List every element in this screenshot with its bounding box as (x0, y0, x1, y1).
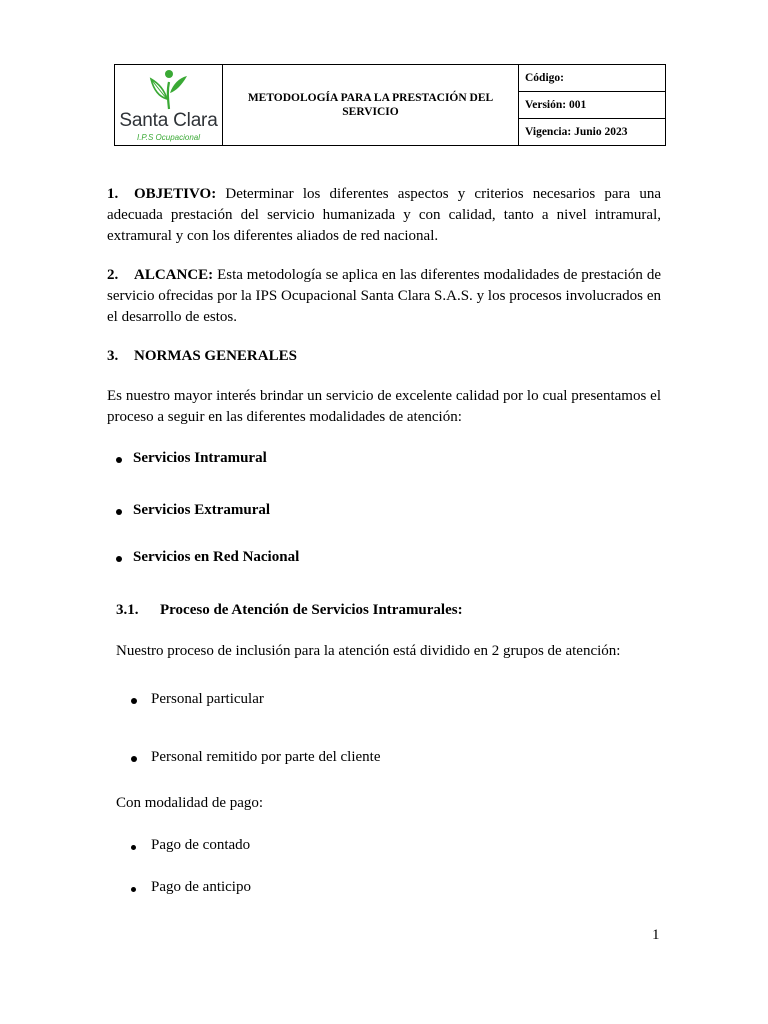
bullet-icon (131, 756, 137, 762)
codigo-cell: Código: (525, 72, 564, 84)
document-title: METODOLOGÍA PARA LA PRESTACIÓN DEL SERVICIO (223, 65, 519, 145)
bullet-icon (131, 845, 136, 850)
section-number: 3. (107, 348, 119, 364)
section-number: 2. (107, 267, 119, 283)
sprout-logo-icon (148, 69, 190, 111)
section-text: Esta metodología se aplica en las diferentes modalidades de prestación de servicio ofrecidas por la IPS Ocupacional Santa Clara S.A.S. y los procesos involucrados en el desarrollo de estos. (107, 267, 661, 325)
bullet-icon (131, 887, 136, 892)
normas-intro: Es nuestro mayor interés brindar un servicio de excelente calidad por lo cual presentamos el proceso a seguir en las diferentes modalidades de atención: (107, 388, 661, 425)
section-text: Determinar los diferentes aspectos y criterios necesarios para una adecuada prestación del servicio humanizada y con calidad, tanto a nivel intramural, extramural y con los diferentes aliados de red nacional. (107, 186, 661, 244)
section-number: 1. (107, 186, 119, 202)
bullet-icon (131, 698, 137, 704)
bullet-icon (116, 556, 122, 562)
section-alcance (107, 265, 661, 328)
pago-label: Con modalidad de pago: (116, 795, 264, 811)
version-cell: Versión: 001 (519, 91, 665, 118)
subsection-31-heading (116, 602, 463, 619)
vigencia-cell: Vigencia: Junio 2023 (519, 118, 665, 145)
section-label: ALCANCE: (134, 267, 214, 283)
section-label: NORMAS GENERALES (134, 348, 297, 364)
logo-subtitle: I.P.S Ocupacional (136, 133, 200, 142)
sub31-intro: Nuestro proceso de inclusión para la atención está dividido en 2 grupos de atención: (116, 643, 621, 659)
section-label: OBJETIVO: (134, 186, 217, 202)
bullet-icon (116, 509, 122, 515)
bullet-icon (116, 457, 122, 463)
page-number: 1 (652, 927, 660, 943)
company-logo (115, 65, 223, 145)
subsection-label: Proceso de Atención de Servicios Intramurales: (160, 602, 463, 618)
subsection-number: 3.1. (116, 602, 139, 618)
section-normas-heading (107, 346, 661, 367)
document-header-table (114, 64, 666, 146)
document-meta (519, 65, 665, 145)
logo-name: Santa Clara (119, 110, 218, 131)
document-page: Santa Clara I.P.S Ocupacional METODOLOGÍA PARA LA PRESTACIÓN DEL SERVICIO Código: Versión: 001 Vigencia: Junio 2023 1. OBJETIVO: Determinar los diferentes aspectos y criterios necesarios para una adecuada prestación del servicio humanizada y con calidad, tanto a nivel intramural, extramural y con los diferentes aliados de red nacional. 2. ALCANCE: Esta metodología se aplica en las diferentes modalidades de prestación de servicio ofrecidas por la IPS Ocupacional Santa Clara S.A.S. y los procesos involucrados en el desarrollo de estos. 3. NORMAS GENERALES Es nuestro mayor interés brindar un servicio de excelente calidad por lo cual presentamos el proceso a seguir en las diferentes modalidades de atención: Servicios Intramural Servicios Extramural Servicios en Red Nacional 3.1. Proceso de Atención de Servicios Intramurales: Nuestro proceso de inclusión para la atención está dividido en 2 grupos de atención: Personal particular Personal remitido por parte del cliente Con modalidad de pago: Pago de contado Pago de anticipo 1 (0, 0, 768, 1024)
section-objetivo (107, 184, 661, 247)
